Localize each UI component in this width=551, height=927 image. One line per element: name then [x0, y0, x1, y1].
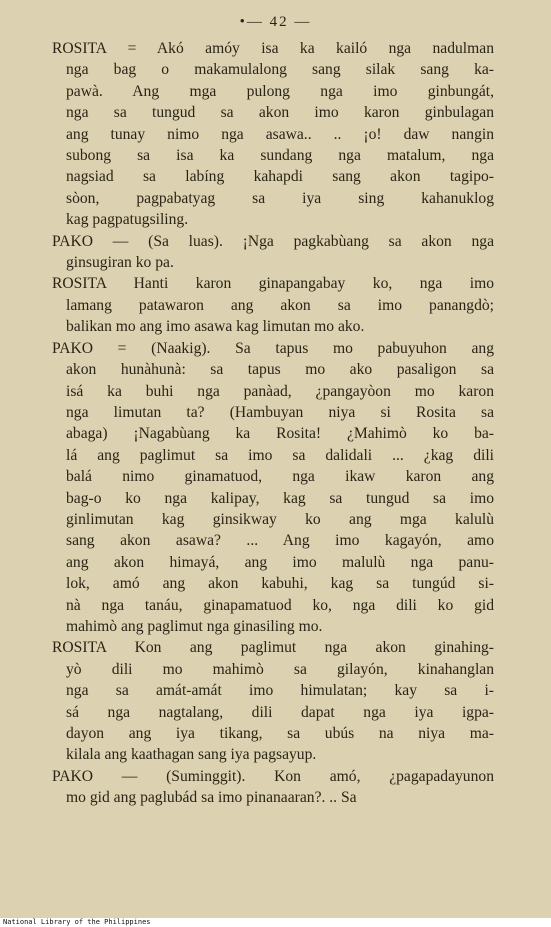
paragraph — [52, 273, 494, 337]
text-line: ROSITA Kon ang paglimut nga akon ginahing- — [52, 639, 494, 657]
text-line: kilala ang kaathagan sang iya pagsayup. — [66, 746, 317, 764]
text-line: pawà. Ang mga pulong nga imo ginbungát, — [66, 82, 494, 100]
text-line: balikan mo ang imo asawa kag limutan mo ako. — [66, 318, 365, 336]
text-line: ang akon himayá, ang imo malulù nga panu- — [66, 553, 494, 571]
text-line: kag pagpatugsiling. — [66, 211, 189, 229]
text-line: PAKO = (Naakig). Sa tapus mo pabuyuhon ang — [52, 339, 494, 357]
text-line: ROSITA Hanti karon ginapangabay ko, nga imo — [52, 275, 494, 293]
paragraph — [52, 766, 494, 809]
text-line: dayon ang iya tikang, sa ubús na niya ma- — [66, 725, 494, 742]
text-line: nga sa tungud sa akon imo karon ginbulagan — [66, 104, 494, 122]
text-line: lok, amó ang akon kabuhi, kag sa tungúd si- — [66, 575, 494, 593]
text-line: yò dili mo mahimò sa gilayón, kinahanglan — [66, 660, 494, 678]
paragraph — [52, 38, 494, 231]
text-line: mahimò ang paglimut nga ginasiling mo. — [66, 617, 323, 635]
text-line: nga bag o makamulalong sang silak sang ka- — [66, 61, 494, 79]
text-line: mo gid ang paglubád sa imo pinanaaran?. .. Sa — [66, 789, 357, 807]
text-line: sòon, pagpabatyag sa iya sing kahanuklog — [66, 189, 494, 207]
text-line: isá ka buhi nga panàad, ¿pangayòon mo karon — [66, 382, 494, 400]
text-line: ginsugiran ko pa. — [66, 254, 174, 272]
text-line: abaga) ¡Nagabùang ka Rosita! ¿Mahimò ko ba- — [66, 425, 494, 443]
text-line: PAKO — (Suminggit). Kon amó, ¿pagapadayunon — [52, 767, 494, 785]
text-line: nà nga tanáu, ginapamatuod ko, nga dili ko gid — [66, 596, 494, 614]
text-line: sang akon asawa? ... Ang imo kagayón, amo — [66, 532, 494, 550]
text-line: ROSITA = Akó amóy isa ka kailó nga nadulman — [52, 40, 494, 57]
text-line: ang tunay nimo nga asawa.. .. ¡o! daw nangin — [66, 125, 494, 143]
text-line: nagsiad sa labíng kahapdi sang akon tagipo- — [66, 168, 494, 186]
text-line: lamang patawaron ang akon sa imo panangdò; — [66, 296, 494, 314]
text-line: nga sa amát-amát imo himulatan; kay sa i- — [66, 682, 494, 700]
text-line: sá nga nagtalang, dili dapat nga iya igpa- — [66, 703, 494, 721]
text-line: akon hunàhunà: sa tapus mo ako pasaligon sa — [66, 361, 494, 379]
text-line: lá ang paglimut sa imo sa dalidali ... ¿kag dili — [66, 446, 494, 464]
footer-credit: National Library of the Philippines — [3, 918, 151, 926]
text-line: bag-o ko nga kalipay, kag sa tungud sa imo — [66, 489, 494, 507]
paragraph — [52, 637, 494, 765]
body-text — [52, 38, 494, 809]
text-line: ginlimutan kag ginsikway ko ang mga kalulù — [66, 510, 494, 528]
page-number: •— 42 — — [239, 14, 312, 30]
text-line: PAKO — (Sa luas). ¡Nga pagkabùang sa akon nga — [52, 232, 494, 250]
text-line: subong sa isa ka sundang nga matalum, nga — [66, 147, 494, 165]
text-line: balá nimo ginamatuod, nga ikaw karon ang — [66, 468, 494, 486]
text-line: nga limutan ta? (Hambuyan niya si Rosita sa — [66, 403, 494, 421]
paragraph — [52, 338, 494, 638]
paragraph — [52, 231, 494, 274]
